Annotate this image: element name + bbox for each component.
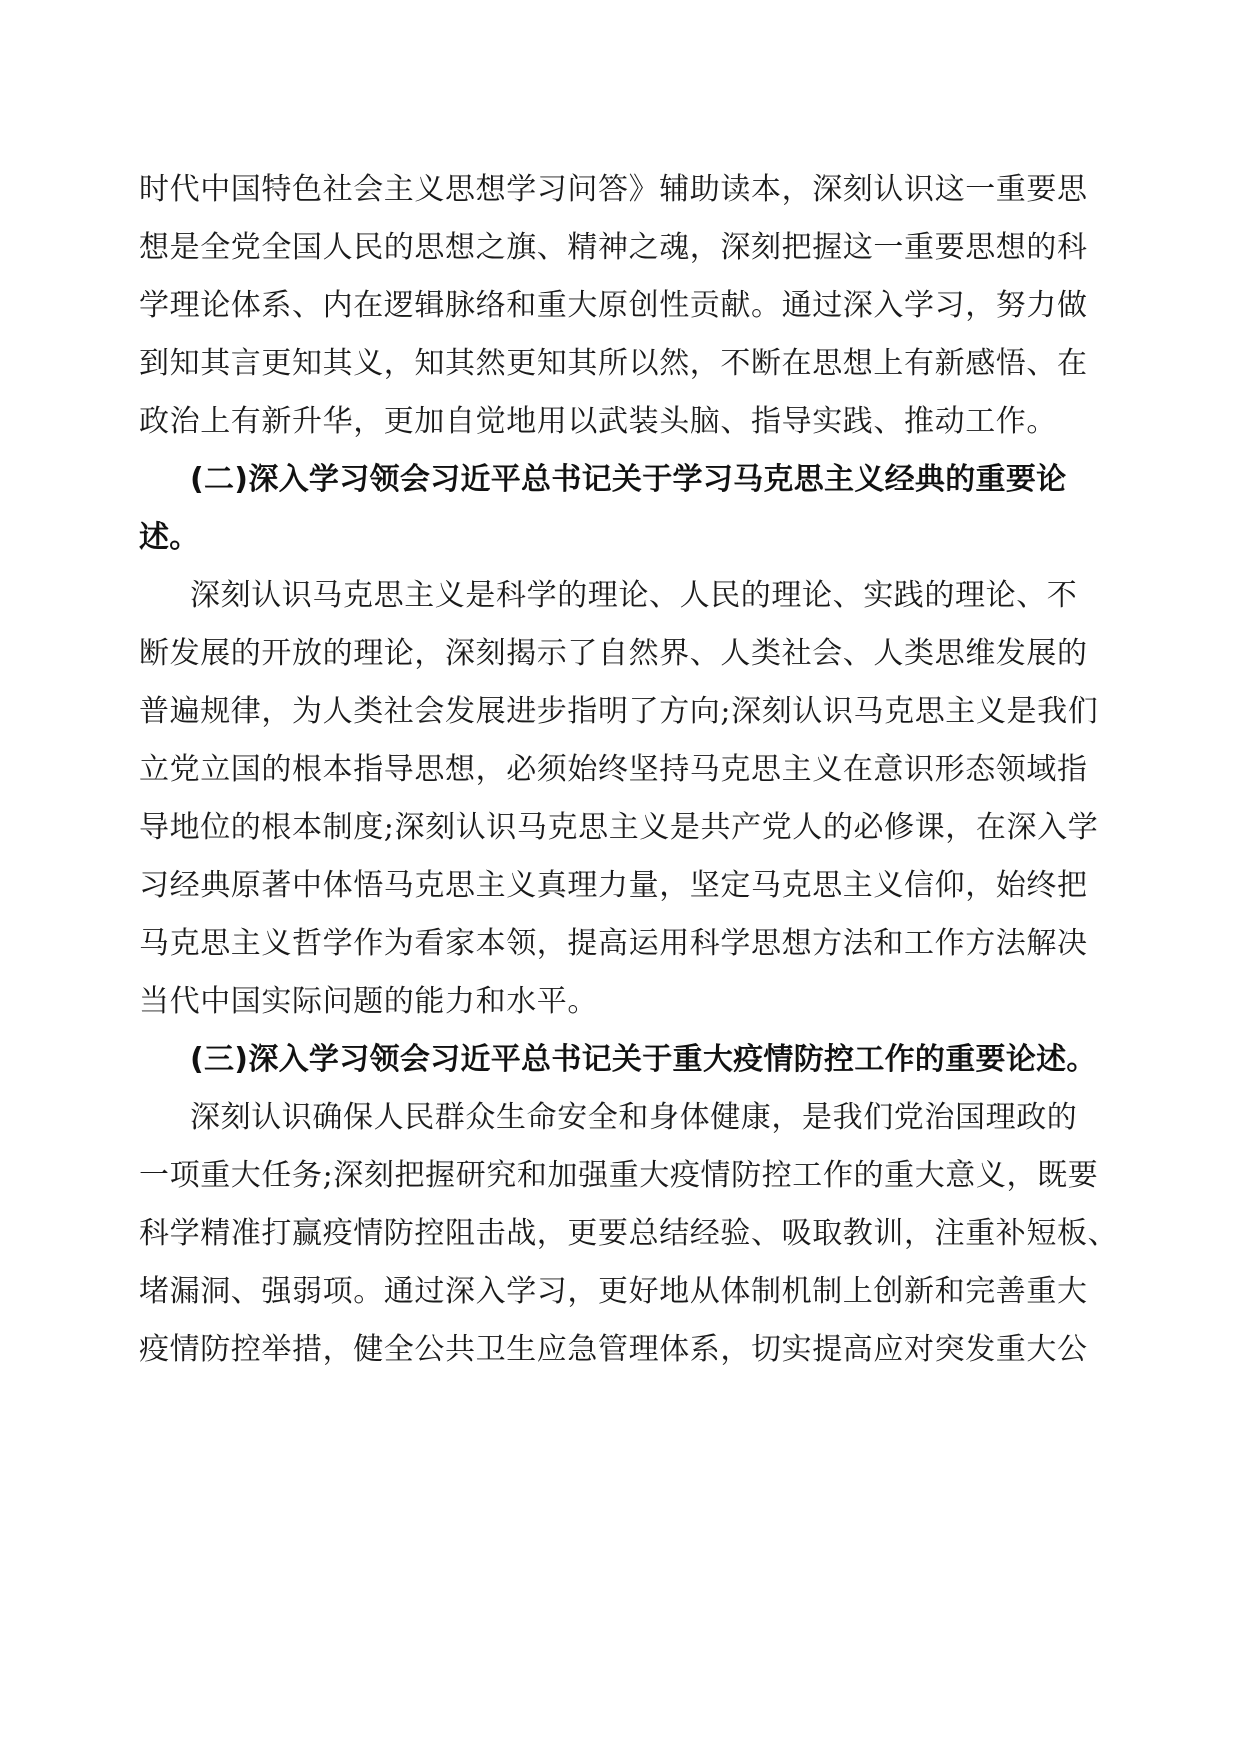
text-line: 疫情防控举措，健全公共卫生应急管理体系，切实提高应对突发重大公 xyxy=(139,1332,1088,1367)
text-line: 立党立国的根本指导思想，必须始终坚持马克思主义在意识形态领域指 xyxy=(139,752,1088,787)
text-line: 学理论体系、内在逻辑脉络和重大原创性贡献。通过深入学习，努力做 xyxy=(139,288,1088,323)
text-line: 马克思主义哲学作为看家本领，提高运用科学思想方法和工作方法解决 xyxy=(139,926,1088,961)
text-line: 想是全党全国人民的思想之旗、精神之魂，深刻把握这一重要思想的科 xyxy=(139,230,1088,265)
heading-line: (三)深入学习领会习近平总书记关于重大疫情防控工作的重要论述。 xyxy=(190,1042,1097,1077)
text-line: 当代中国实际问题的能力和水平。 xyxy=(139,984,598,1019)
heading-line: (二)深入学习领会习近平总书记关于学习马克思主义经典的重要论 xyxy=(190,462,1067,497)
text-line: 堵漏洞、强弱项。通过深入学习，更好地从体制机制上创新和完善重大 xyxy=(139,1274,1088,1309)
text-line: 习经典原著中体悟马克思主义真理力量，坚定马克思主义信仰，始终把 xyxy=(139,868,1088,903)
text-line: 政治上有新升华，更加自觉地用以武装头脑、指导实践、推动工作。 xyxy=(139,404,1057,439)
heading-line: 述。 xyxy=(139,520,200,555)
text-line: 一项重大任务;深刻把握研究和加强重大疫情防控工作的重大意义，既要 xyxy=(139,1158,1099,1193)
text-line: 深刻认识马克思主义是科学的理论、人民的理论、实践的理论、不 xyxy=(190,578,1078,613)
text-line: 到知其言更知其义，知其然更知其所以然，不断在思想上有新感悟、在 xyxy=(139,346,1088,381)
text-line: 深刻认识确保人民群众生命安全和身体健康，是我们党治国理政的 xyxy=(190,1100,1078,1135)
text-line: 科学精准打赢疫情防控阻击战，更要总结经验、吸取教训，注重补短板、 xyxy=(139,1216,1119,1251)
text-line: 导地位的根本制度;深刻认识马克思主义是共产党人的必修课，在深入学 xyxy=(139,810,1099,845)
text-line: 断发展的开放的理论，深刻揭示了自然界、人类社会、人类思维发展的 xyxy=(139,636,1088,671)
text-line: 普遍规律，为人类社会发展进步指明了方向;深刻认识马克思主义是我们 xyxy=(139,694,1099,729)
text-line: 时代中国特色社会主义思想学习问答》辅助读本，深刻认识这一重要思 xyxy=(139,172,1088,207)
